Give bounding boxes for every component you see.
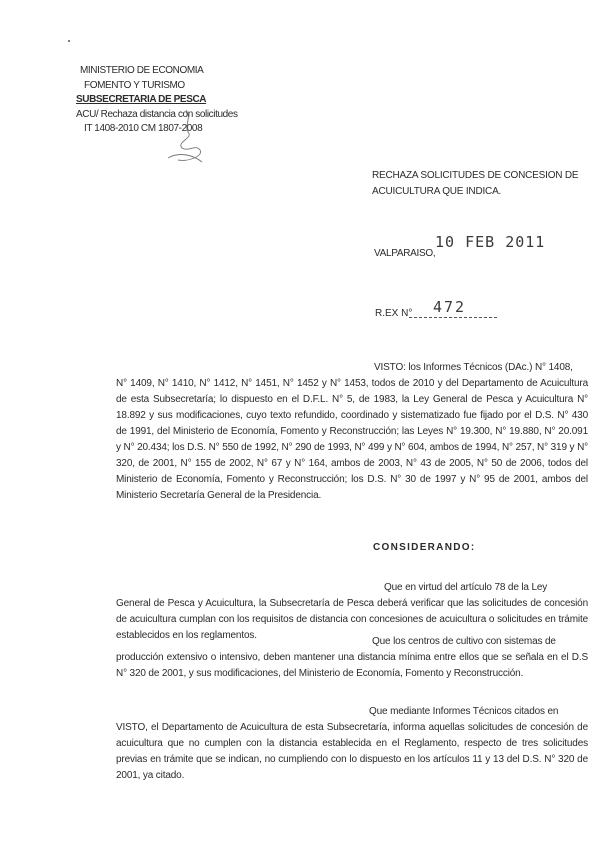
considerando-paragraph-2 <box>116 634 588 682</box>
paragraph-2-first-line: Que los centros de cultivo con sistemas de <box>372 636 556 647</box>
visto-paragraph <box>116 360 588 504</box>
scan-dot <box>68 40 70 42</box>
visto-first-line: VISTO: los Informes Técnicos (DAc.) N° 1408, <box>374 362 573 373</box>
paragraph-1-first-line: Que en virtud del artículo 78 de la Ley <box>384 582 548 593</box>
header-ministry: MINISTERIO DE ECONOMIA <box>80 65 204 76</box>
rex-label: R.EX N° <box>375 308 413 319</box>
paragraph-3-first-line: Que mediante Informes Técnicos citados en <box>369 706 559 717</box>
paragraph-1-body: General de Pesca y Acuicultura, la Subsecretaría de Pesca deberá verificar que las solicitudes de concesión de acuicultura cumplan con los requisitos de distancia con concesiones de acuicultura o solicitudes en trámite establecidos en los reglamentos. <box>116 598 588 641</box>
header-reference: IT 1408-2010 CM 1807-2008 <box>84 123 203 134</box>
stamped-date: 10 FEB 2011 <box>435 233 546 251</box>
handwritten-initials <box>158 108 238 166</box>
rex-number: 472 <box>433 298 467 316</box>
considerando-paragraph-3 <box>116 704 588 784</box>
paragraph-3-body: VISTO, el Departamento de Acuicultura de esta Subsecretaría, informa aquellas solicitudes de concesión de acuicultura que no cumplen con la distancia establecida en el Reglamento, respecto de tres solicitudes previas en trámite que se indican, no cumpliendo con lo dispuesto en los artículos 11 y 13 del D.S. N° 320 de 2001, ya citado. <box>116 722 588 781</box>
header-subject: ACU/ Rechaza distancia con solicitudes <box>76 108 238 120</box>
visto-body: N° 1409, N° 1410, N° 1412, N° 1451, N° 1452 y N° 1453, todos de 2010 y del Departamento de Acuicultura de esta Subsecretaría; lo dispuesto en el D.F.L. N° 5, de 1983, la Ley General de Pesca y Acuicultura N° 18.892 y sus modificaciones, cuyo texto refundido, coordinado y sistematizado fue fijado por el D.S. N° 430 de 1991, del Ministerio de Economía, Fomento y Reconstrucción; las Leyes N° 19.300, N° 19.880, N° 20.091 y N° 20.434; los D.S. N° 550 de 1992, N° 290 de 1993, N° 499 y N° 604, ambos de 1994, N° 257, N° 319 y N° 320, de 2001, N° 155 de 2002, N° 67 y N° 164, ambos de 2003, N° 43 de 2005, N° 50 de 2006, todos del Ministerio de Economía, Fomento y Reconstrucción; los D.S. N° 30 de 1997 y N° 95 de 2001, ambos del Ministerio Secretaría General de la Presidencia. <box>116 378 588 501</box>
header-ministry-sub: FOMENTO Y TURISMO <box>84 79 185 91</box>
place-label: VALPARAISO, <box>374 248 436 259</box>
header-subsecretaria: SUBSECRETARIA DE PESCA <box>76 94 207 105</box>
considerando-heading: CONSIDERANDO: <box>373 542 476 553</box>
resolution-title: RECHAZA SOLICITUDES DE CONCESION DE ACUICULTURA QUE INDICA. <box>372 170 579 197</box>
paragraph-2-body: producción extensivo o intensivo, deben mantener una distancia mínima entre ellos que se señala en el D.S N° 320 de 2001, y sus modificaciones, del Ministerio de Economía, Fomento y Reconstrucción. <box>116 652 588 679</box>
rex-underline <box>409 317 497 318</box>
